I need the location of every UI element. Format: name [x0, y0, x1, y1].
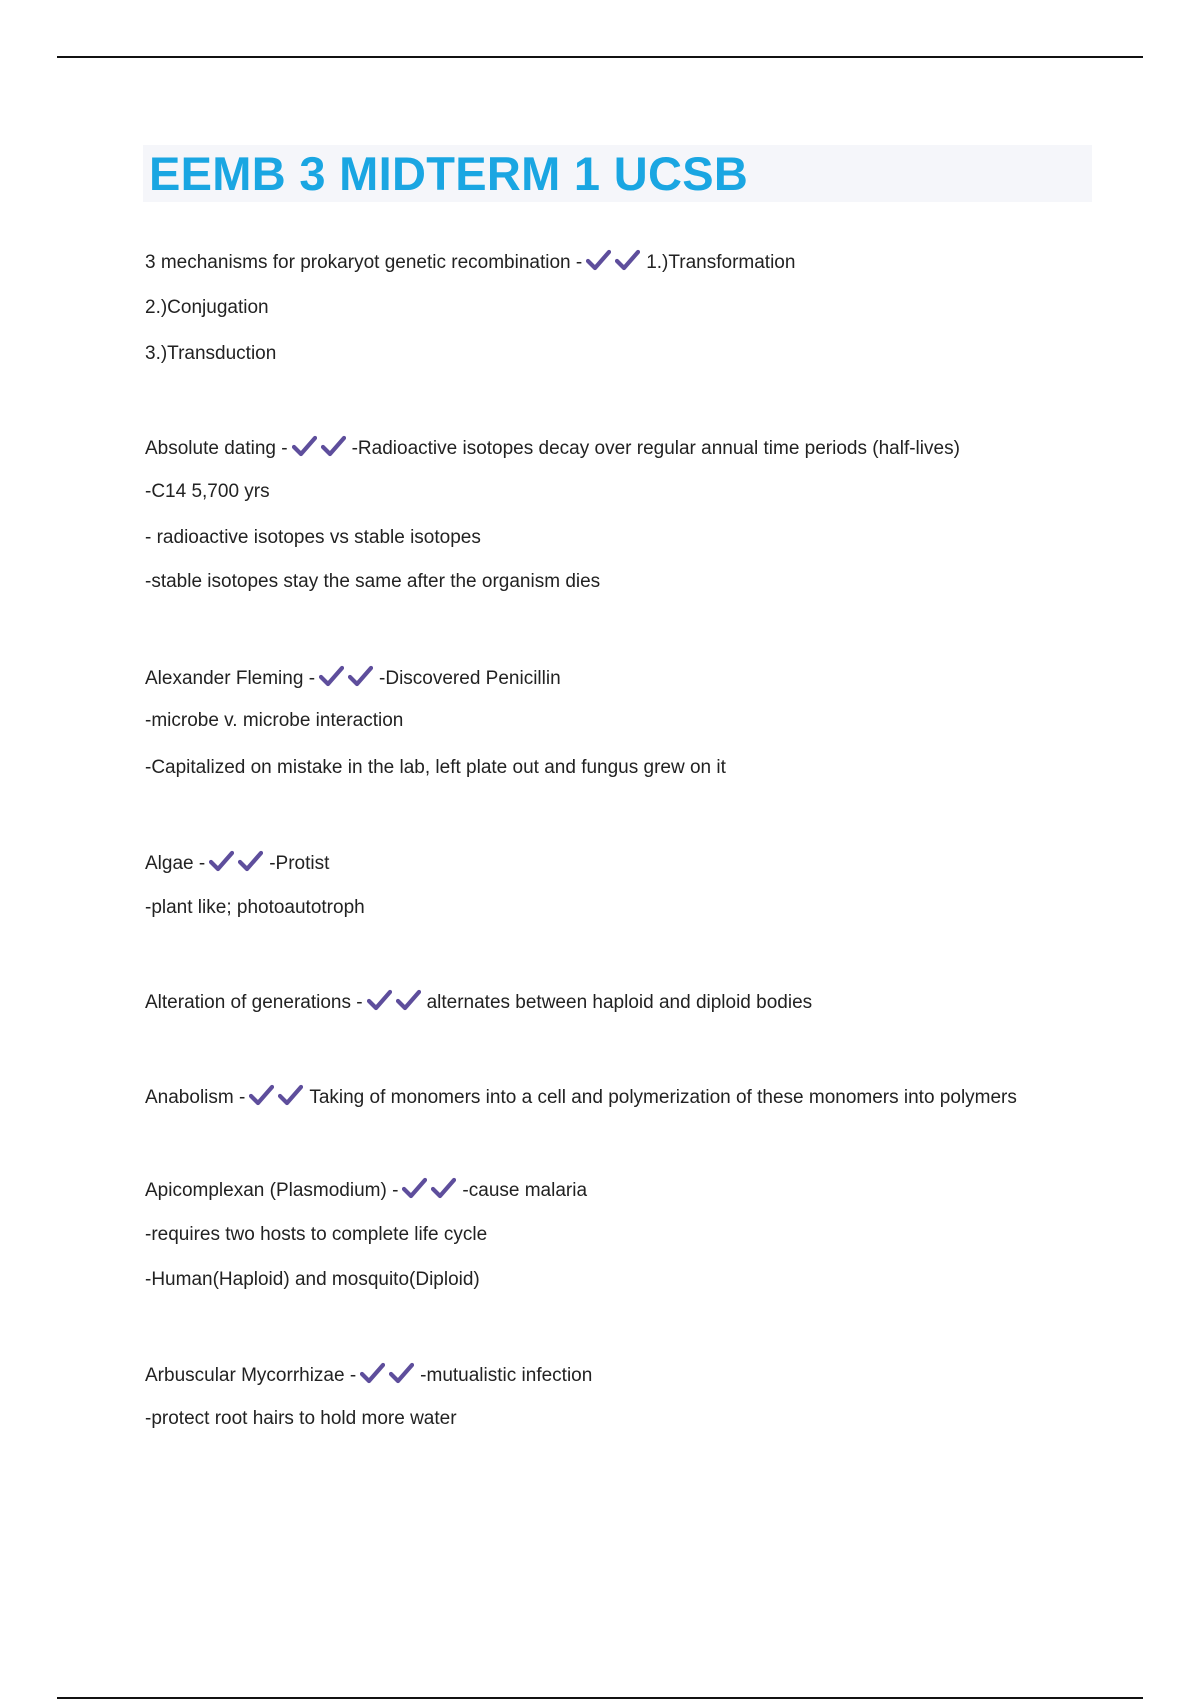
- check-icon: [615, 249, 640, 271]
- flashcard-term: Apicomplexan (Plasmodium) -: [145, 1180, 399, 1201]
- check-icon: [367, 989, 392, 1011]
- flashcard-term: Algae -: [145, 853, 206, 874]
- flashcard-definition-line: -requires two hosts to complete life cycle: [145, 1224, 488, 1245]
- double-check-icon: [402, 1177, 458, 1206]
- flashcard-definition: 1.)Transformation: [646, 252, 796, 273]
- flashcard-term-line: [145, 249, 795, 278]
- check-icon: [319, 665, 344, 687]
- page-title: EEMB 3 MIDTERM 1 UCSB: [149, 147, 749, 200]
- flashcard-term-line: [145, 850, 329, 879]
- flashcard-definition: -Protist: [269, 853, 330, 874]
- flashcard-definition: -Discovered Penicillin: [379, 668, 561, 689]
- flashcard-term: Absolute dating -: [145, 438, 288, 459]
- flashcard-term: 3 mechanisms for prokaryot genetic recombination -: [145, 252, 583, 273]
- flashcard-definition-line: 3.)Transduction: [145, 343, 277, 364]
- check-icon: [249, 1084, 274, 1106]
- check-icon: [402, 1177, 427, 1199]
- double-check-icon: [209, 850, 265, 879]
- title-bar: [143, 145, 1092, 202]
- double-check-icon: [249, 1084, 305, 1113]
- flashcard-term: Alexander Fleming -: [145, 668, 316, 689]
- flashcard-definition-line: -plant like; photoautotroph: [145, 897, 365, 918]
- flashcard-term-line: [145, 665, 561, 694]
- double-check-icon: [586, 249, 642, 278]
- flashcard-definition: -mutualistic infection: [420, 1365, 593, 1386]
- flashcard-term: Alteration of generations -: [145, 992, 363, 1013]
- flashcard-definition-line: - radioactive isotopes vs stable isotopes: [145, 527, 481, 548]
- flashcard-definition-line: -stable isotopes stay the same after the organism dies: [145, 571, 601, 592]
- flashcard-definition: -cause malaria: [462, 1180, 588, 1201]
- flashcard-definition-line: -Human(Haploid) and mosquito(Diploid): [145, 1269, 480, 1290]
- flashcard-definition-line: -Capitalized on mistake in the lab, left plate out and fungus grew on it: [145, 757, 726, 778]
- double-check-icon: [367, 989, 423, 1018]
- check-icon: [396, 989, 421, 1011]
- check-icon: [321, 435, 346, 457]
- double-check-icon: [292, 435, 348, 464]
- check-icon: [278, 1084, 303, 1106]
- check-icon: [431, 1177, 456, 1199]
- check-icon: [209, 850, 234, 872]
- top-rule: [57, 56, 1143, 58]
- double-check-icon: [360, 1362, 416, 1391]
- flashcard-term-line: [145, 1084, 1017, 1113]
- flashcard-term-line: [145, 989, 812, 1018]
- bottom-rule: [57, 1697, 1143, 1699]
- flashcard-term-line: [145, 435, 960, 464]
- check-icon: [360, 1362, 385, 1384]
- check-icon: [586, 249, 611, 271]
- flashcard-definition: Taking of monomers into a cell and polymerization of these monomers into polymers: [309, 1087, 1017, 1108]
- check-icon: [348, 665, 373, 687]
- flashcard-definition-line: -C14 5,700 yrs: [145, 481, 270, 502]
- flashcard-definition-line: 2.)Conjugation: [145, 297, 269, 318]
- check-icon: [292, 435, 317, 457]
- flashcard-definition: alternates between haploid and diploid bodies: [426, 992, 813, 1013]
- flashcard-definition-line: -protect root hairs to hold more water: [145, 1408, 457, 1429]
- flashcard-term-line: [145, 1177, 587, 1206]
- flashcard-definition: -Radioactive isotopes decay over regular annual time periods (half-lives): [351, 438, 960, 459]
- check-icon: [238, 850, 263, 872]
- flashcard-term-line: [145, 1362, 592, 1391]
- check-icon: [389, 1362, 414, 1384]
- flashcard-term: Anabolism -: [145, 1087, 246, 1108]
- flashcard-definition-line: -microbe v. microbe interaction: [145, 710, 404, 731]
- double-check-icon: [319, 665, 375, 694]
- flashcard-term: Arbuscular Mycorrhizae -: [145, 1365, 357, 1386]
